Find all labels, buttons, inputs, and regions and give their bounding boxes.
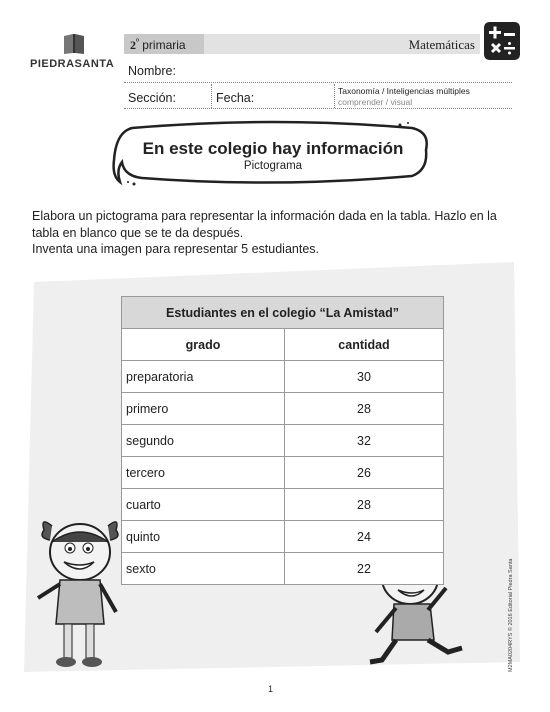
instruction-line: tabla en blanco que se te da después. — [32, 225, 244, 240]
instruction-line: Inventa una imagen para representar 5 estudiantes. — [32, 242, 319, 256]
table-row — [122, 489, 444, 521]
students-table — [121, 296, 444, 585]
grade-label — [130, 37, 186, 53]
cantidad-cell: 26 — [285, 457, 444, 489]
table-row — [122, 457, 444, 489]
instructions — [32, 208, 512, 258]
column-header-grado: grado — [122, 329, 285, 361]
fecha-label: Fecha: — [216, 91, 255, 105]
page-subtitle: Pictograma — [243, 160, 303, 172]
grade-ordinal: º — [136, 37, 139, 46]
divider — [211, 84, 212, 108]
table-row — [122, 361, 444, 393]
grade-word: primaria — [138, 38, 186, 52]
taxonomy-label: Taxonomía / Inteligencias múltiples — [338, 86, 470, 96]
math-operations-icon — [484, 22, 520, 60]
cantidad-cell: 28 — [285, 489, 444, 521]
column-header-cantidad: cantidad — [285, 329, 444, 361]
grado-cell: preparatoria — [122, 361, 285, 393]
publisher-logo-text: PIEDRASANTA — [30, 58, 115, 70]
cantidad-cell: 22 — [285, 553, 444, 585]
grado-cell: segundo — [122, 425, 285, 457]
grado-cell: primero — [122, 393, 285, 425]
cantidad-cell: 28 — [285, 393, 444, 425]
table-row — [122, 393, 444, 425]
grado-cell: quinto — [122, 521, 285, 553]
table-row — [122, 553, 444, 585]
instruction-line: Elabora un pictograma para representar la información dada en la tabla. Hazlo en la — [32, 209, 497, 223]
cantidad-cell: 30 — [285, 361, 444, 393]
seccion-label: Sección: — [128, 91, 176, 105]
subject-label: Matemáticas — [408, 37, 475, 52]
taxonomy-value: comprender / visual — [338, 97, 413, 107]
girl-illustration — [30, 512, 130, 672]
page-number: 1 — [268, 684, 274, 694]
nombre-line — [124, 82, 512, 83]
table-row — [122, 425, 444, 457]
grado-cell: cuarto — [122, 489, 285, 521]
grado-cell: sexto — [122, 553, 285, 585]
nombre-label: Nombre: — [128, 64, 176, 78]
grade-number: 2 — [130, 38, 136, 52]
table-row — [122, 521, 444, 553]
cantidad-cell: 32 — [285, 425, 444, 457]
page-title: En este colegio hay información — [142, 139, 404, 158]
grado-cell: tercero — [122, 457, 285, 489]
copyright-text: M2MA0204RYS © 2016 Editorial Piedra Santa — [508, 558, 514, 672]
cantidad-cell: 24 — [285, 521, 444, 553]
book-logo-icon — [62, 33, 86, 55]
divider — [334, 84, 335, 108]
seccion-line — [124, 108, 512, 109]
table-caption: Estudiantes en el colegio “La Amistad” — [122, 297, 444, 329]
